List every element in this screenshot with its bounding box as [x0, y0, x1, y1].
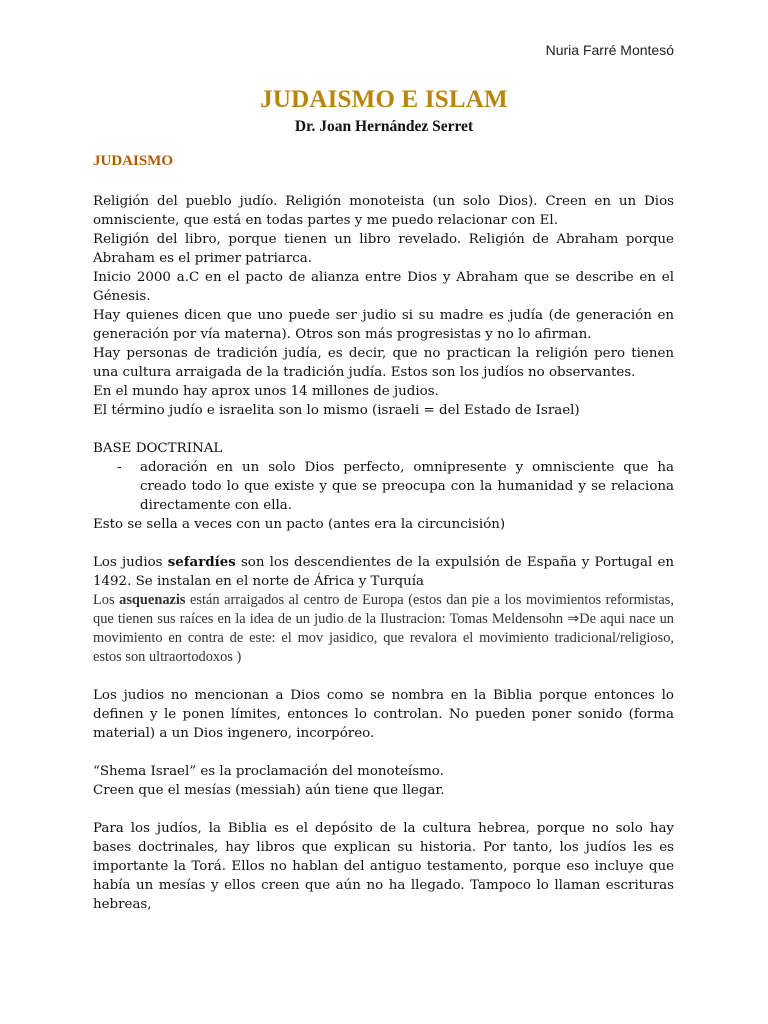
- section-heading: JUDAISMO: [93, 153, 174, 169]
- paragraph: Creen que el mesías (messiah) aún tiene que llegar.: [93, 783, 445, 798]
- spacer: [93, 800, 674, 819]
- spacer: [93, 420, 674, 439]
- paragraph: Esto se sella a veces con un pacto (antes era la circuncisión): [93, 517, 506, 532]
- paragraph: Para los judíos, la Biblia es el depósito de la cultura hebrea, porque no solo hay bases doctrinales, hay libros que explican su historia. Por tanto, los judíos les es importante la Torá. Ellos no hablan del antiguo testamento, porque eso incluye que había un mesías y ellos creen que aún no ha llegado. Tampoco lo llaman escrituras hebreas,: [93, 821, 674, 912]
- base-doctrinal-heading: BASE DOCTRINAL: [93, 441, 223, 456]
- doctrine-list: [93, 458, 674, 515]
- paragraph: Inicio 2000 a.C en el pacto de alianza entre Dios y Abraham que se describe en el Génesis.: [93, 270, 674, 304]
- paragraph: El término judío e israelita son lo mismo (israeli = del Estado de Israel): [93, 403, 580, 418]
- dash-bullet: -: [117, 460, 122, 475]
- paragraph: Hay quienes dicen que uno puede ser judio si su madre es judía (de generación en generación por vía materna). Otros son más progresistas y no lo afirman.: [93, 308, 674, 342]
- paragraph: Religión del pueblo judío. Religión monoteista (un solo Dios). Creen en un Dios omnisciente, que está en todas partes y me puedo relacionar con El.: [93, 194, 674, 228]
- document-subtitle: Dr. Joan Hernández Serret: [294, 118, 474, 135]
- spacer: [93, 667, 674, 686]
- spacer: [93, 534, 674, 553]
- paragraph: Hay personas de tradición judía, es decir, que no practican la religión pero tienen una cultura arraigada de la tradición judía. Estos son los judíos no observantes.: [93, 346, 674, 380]
- paragraph: En el mundo hay aprox unos 14 millones de judios.: [93, 384, 439, 399]
- paragraph: “Shema Israel” es la proclamación del monoteísmo.: [93, 764, 444, 779]
- paragraph: Religión del libro, porque tienen un libro revelado. Religión de Abraham porque Abraham es el primer patriarca.: [93, 232, 674, 266]
- spacer: [93, 743, 674, 762]
- paragraph: Los judios no mencionan a Dios como se nombra en la Biblia porque entonces lo definen y le ponen límites, entonces lo controlan. No pueden poner sonido (forma material) a un Dios ingenero, incorpóreo.: [93, 688, 674, 741]
- document-title: JUDAISMO E ISLAM: [260, 86, 508, 113]
- term-sefardies: sefardíes: [167, 554, 236, 570]
- header-author: Nuria Farré Montesó: [545, 42, 674, 58]
- paragraph-sefardies: Los judios sefardíes son los descendientes de la expulsión de España y Portugal en 1492. Se instalan en el norte de África y Turquía: [93, 554, 674, 589]
- term-asquenazis: asquenazis: [119, 592, 186, 608]
- document-body: [93, 192, 674, 914]
- list-item-text: adoración en un solo Dios perfecto, omnipresente y omnisciente que ha creado todo lo que existe y que se preocupa con la humanidad y se relaciona directamente con ella.: [140, 460, 674, 513]
- paragraph-asquenazis: Los asquenazis están arraigados al centro de Europa (estos dan pie a los movimientos reformistas, que tienen sus raíces en la idea de un judio de la Ilustracion: Tomas Meldensohn ⇒De aqui nace un movimiento en contra de este: el mov jasidico, que revalora el movimiento tradicional/religioso, estos son ultraortodoxos ): [93, 592, 674, 665]
- list-item: [93, 458, 674, 515]
